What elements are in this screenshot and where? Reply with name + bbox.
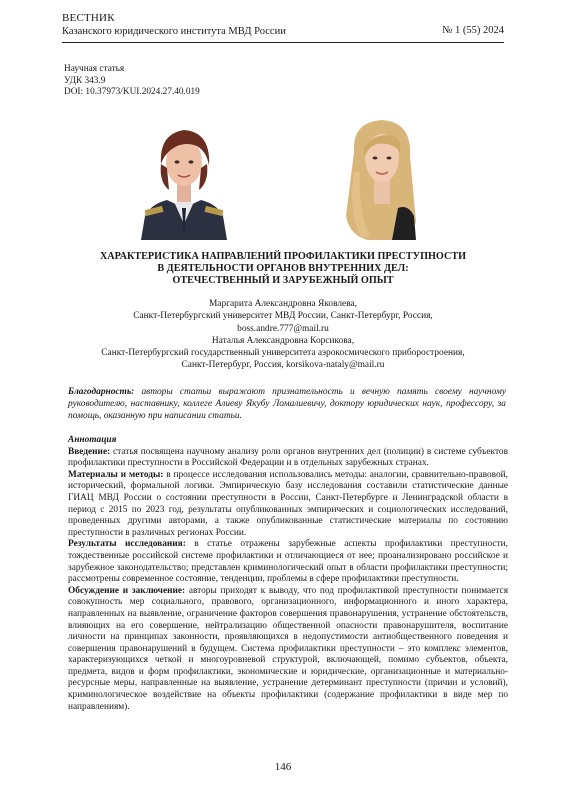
author-1-affiliation: Санкт-Петербургский университет МВД России, Санкт-Петербург, Россия, xyxy=(133,311,433,322)
author-2-city-email: Санкт-Петербург, Россия, korsikova-nataly@mail.ru xyxy=(181,360,385,371)
title-line: ОТЕЧЕСТВЕННЫЙ И ЗАРУБЕЖНЫЙ ОПЫТ xyxy=(172,275,394,286)
journal-header xyxy=(62,12,504,38)
results-text: в статье отражены зарубежные аспекты профилактики преступности, тождественные российской системе профилактики и отличающиеся от нее; проанализировано российское и зарубежное законодательство; представлен криминологический опыт в области профилактики преступности; рассмотрены современное состояние, тенденции, проблемы в сфере профилактики преступности. xyxy=(68,539,508,585)
abstract xyxy=(68,435,508,713)
methods-text: в процессе исследования использовались методы: аналогии, сравнительно-правовой, исторический, формальной логики. Эмпирическую базу исследования составили статистические данные ГИАЦ МВД России о состоянии преступности в России, Санкт-Петербурге и Ленинградской области в период с 2015 по 2023 год, результаты опубликованных эмпирических и социологических исследований, проведенных другими авторами, а также опубликованные статистические материалы по состоянию преступности в различных регионах России. xyxy=(68,469,508,538)
title-line: ХАРАКТЕРИСТИКА НАПРАВЛЕНИЙ ПРОФИЛАКТИКИ ПРЕСТУПНОСТИ xyxy=(99,251,467,262)
acknowledgement-text: авторы статьи выражают признательность и вечную память своему научному руководителю, наставнику, коллеге Алиеву Якубу Ломалиевичу, доктору юридических наук, профессору, за помощь, оказанную при написании статьи. xyxy=(68,387,506,421)
abstract-methods xyxy=(68,470,508,540)
author-1-name: Маргарита Александровна Яковлева, xyxy=(208,299,358,309)
abstract-heading: Аннотация xyxy=(68,435,117,445)
acknowledgement xyxy=(68,386,506,422)
acknowledgement-label: Благодарность: xyxy=(68,387,135,397)
article-meta xyxy=(64,64,200,99)
abstract-results xyxy=(68,539,508,585)
udk-code: УДК 343.9 xyxy=(64,75,106,86)
author-1-email: boss.andre.777@mail.ru xyxy=(237,323,329,334)
author-portrait-uniform xyxy=(137,112,231,240)
methods-label: Материалы и методы: xyxy=(68,469,164,480)
intro-text: статья посвящена научному анализу роли органов внутренних дел (полиции) в системе субъектов профилактики преступности в Российской Федерации и в отдельных зарубежных странах. xyxy=(68,446,508,469)
author-photo-1 xyxy=(137,112,231,240)
abstract-discussion xyxy=(68,586,508,714)
article-title xyxy=(60,251,506,287)
results-label: Результаты исследования: xyxy=(68,539,186,550)
abstract-introduction xyxy=(68,447,508,470)
journal-institute: Казанского юридического института МВД России xyxy=(62,26,286,37)
discussion-text: авторы приходят к выводу, что под профилактикой преступности понимается совокупность мер социального, правового, организационного, информационного и иного характера, направленных на выявление, ограничение факторов совершения правонарушения, устранение обстоятельств, влияющих на его совершение, нейтрализацию общественной опасности правонарушителя, воспитание личности на принципах законности, проявляющихся в недопустимости антиобщественного поведения и совершения правонарушений в будущем. Система профилактики преступности – это комплекс элементов, характеризующихся четкой и многоуровневой структурой, включающей, помимо субъектов, объекта, предмета, видов и форм профилактики, экономические и юридические, организационные и материально-ресурсные меры, направленные на выявление, устранение детерминант преступности (причин и условий), криминологическое воздействие на объекты профилактики (содержание профилактики в виде мер по направлениям). xyxy=(68,585,508,712)
page-number: 146 xyxy=(274,761,292,773)
author-2-name: Наталья Александровна Корсикова, xyxy=(211,335,355,346)
author-2-affiliation: Санкт-Петербургский государственный университета аэрокосмического приборостроения, xyxy=(101,348,465,359)
journal-name: ВЕСТНИК xyxy=(62,12,115,24)
intro-label: Введение: xyxy=(68,446,111,457)
title-line: В ДЕЯТЕЛЬНОСТИ ОРГАНОВ ВНУТРЕННИХ ДЕЛ: xyxy=(157,263,409,274)
author-photo-2 xyxy=(334,112,428,240)
header-rule xyxy=(62,42,504,43)
article-type: Научная статья xyxy=(64,64,125,74)
authors-block xyxy=(60,298,506,372)
author-portrait-blonde xyxy=(334,112,428,240)
doi: DOI: 10.37973/KUI.2024.27.40.019 xyxy=(64,87,200,97)
issue-number: № 1 (55) 2024 xyxy=(442,25,504,36)
discussion-label: Обсуждение и заключение: xyxy=(68,585,186,596)
